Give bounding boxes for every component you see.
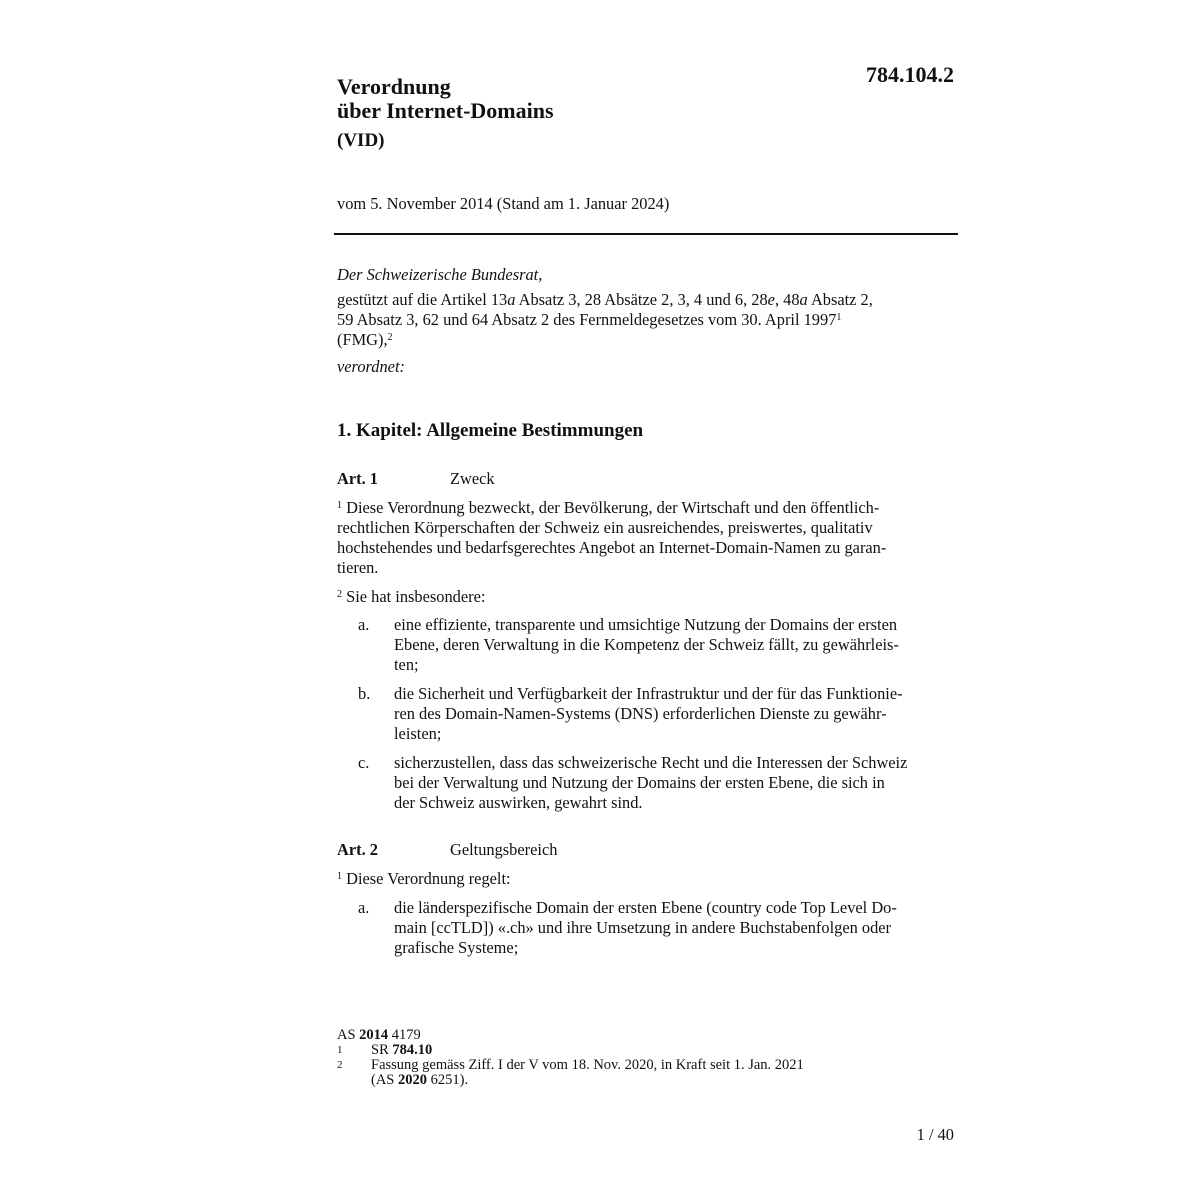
article-1-heading <box>337 469 495 489</box>
document-title <box>337 75 554 123</box>
footnotes <box>337 1028 804 1088</box>
legal-basis-line-2: 59 Absatz 3, 62 und 64 Absatz 2 des Fernmeldegesetzes vom 30. April 1997$^1$ <box>337 310 842 329</box>
list-item: c. sicherzustellen, dass das schweizerische Recht und die Interessen der Schweiz bei der Verwaltung und Nutzung der Domains der ersten Ebene, die sich in der Schweiz auswirken, gewahrt sind. <box>337 753 955 813</box>
article-title: Geltungsbereich <box>450 840 558 859</box>
title-abbreviation: (VID) <box>337 130 385 151</box>
legal-basis-line-1: gestützt auf die Artikel 13a Absatz 3, 28 Absätze 2, 3, 4 und 6, 28e, 48a Absatz 2, <box>337 290 873 309</box>
list-item: b. die Sicherheit und Verfügbarkeit der Infrastruktur und der für das Funktionie- ren des Domain-Namen-Systems (DNS) erforderlichen Dienste zu gewähr- leisten; <box>337 684 955 744</box>
article-2-paragraph-1: $^1$ Diese Verordnung regelt: <box>337 869 511 888</box>
footnote-1: 1 SR 784.10 <box>337 1042 433 1058</box>
preamble-legal-basis <box>337 290 977 350</box>
preamble-authority: Der Schweizerische Bundesrat, <box>337 265 543 284</box>
title-line-1: Verordnung <box>337 74 451 99</box>
article-1-paragraph-2: $^2$ Sie hat insbesondere: <box>337 587 486 606</box>
article-number: Art. 1 <box>337 469 378 488</box>
list-item: a. die länderspezifische Domain der ersten Ebene (country code Top Level Do- main [ccTLD]) «.ch» und ihre Umsetzung in andere Buchstabenfolgen oder grafische Systeme; <box>337 898 955 958</box>
chapter-heading: 1. Kapitel: Allgemeine Bestimmungen <box>337 420 644 441</box>
article-number: Art. 2 <box>337 840 378 859</box>
sr-number: 784.104.2 <box>866 62 954 87</box>
article-title: Zweck <box>450 469 495 488</box>
title-line-2: über Internet-Domains <box>337 98 554 123</box>
list-item: a. eine effiziente, transparente und umsichtige Nutzung der Domains der ersten Ebene, deren Verwaltung in die Kompetenz der Schweiz fällt, zu gewährleis- ten; <box>337 615 955 675</box>
official-collection-reference: AS 2014 4179 <box>337 1027 421 1043</box>
date-line: vom 5. November 2014 (Stand am 1. Januar 2024) <box>337 194 670 213</box>
article-2-heading <box>337 840 557 860</box>
list-letter: c. <box>358 753 370 772</box>
legal-basis-line-3: (FMG),$^2$ <box>337 330 393 349</box>
preamble-decree: verordnet: <box>337 357 405 376</box>
list-letter: a. <box>358 898 370 917</box>
footnote-ref-1[interactable]: 1 <box>836 312 842 323</box>
footnote-ref-2[interactable]: 2 <box>387 332 393 343</box>
footnote-2: 2 Fassung gemäss Ziff. I der V vom 18. Nov. 2020, in Kraft seit 1. Jan. 2021 (AS 2020 6251). <box>337 1057 804 1088</box>
list-letter: b. <box>358 684 371 703</box>
page-number: 1 / 40 <box>916 1125 954 1144</box>
header-divider <box>334 233 958 235</box>
article-1-paragraph-1: $^1$ Diese Verordnung bezweckt, der Bevölkerung, der Wirtschaft und den öffentlich- rechtlichen Körperschaften der Schweiz ein ausreichendes, preiswertes, qualitativ hochstehendes und bedarfsgerechtes Angebot an Internet-Domain-Namen zu garan- tieren. <box>337 498 887 577</box>
list-letter: a. <box>358 615 370 634</box>
